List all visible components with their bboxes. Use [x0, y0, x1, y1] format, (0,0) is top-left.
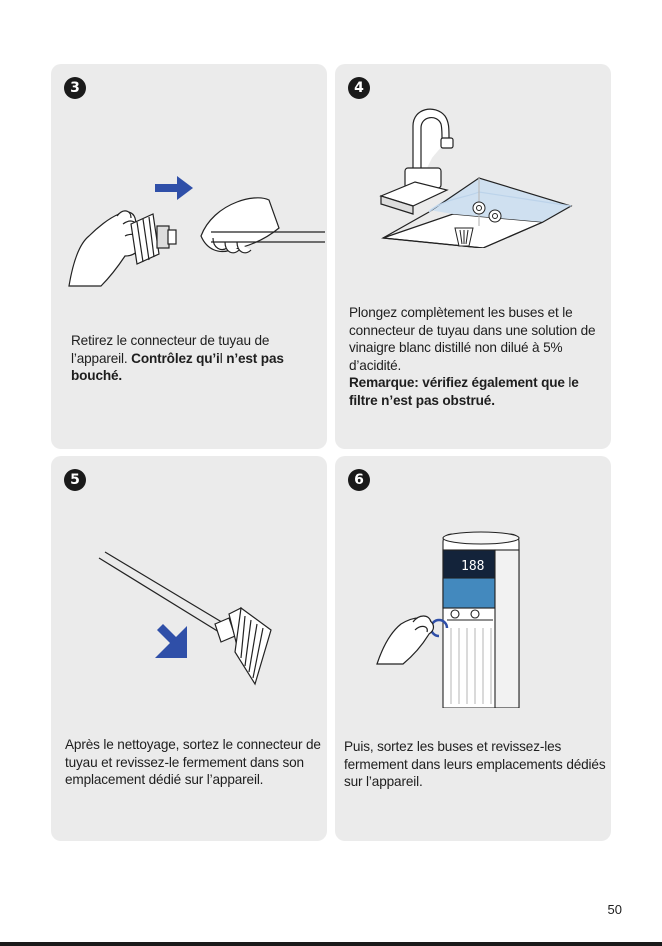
bottom-rule: [0, 942, 662, 946]
faucet-icon: [381, 109, 453, 214]
page-number: 50: [607, 902, 622, 917]
reinstall-nozzles-illustration: [373, 528, 573, 708]
step-5-card: [51, 456, 327, 841]
step-number-badge: 4: [348, 77, 370, 99]
right-hand-with-hose-icon: [201, 198, 325, 253]
step-6-card: [335, 456, 611, 841]
hose-connector-icon: [215, 608, 271, 684]
hose-icon: [99, 552, 225, 632]
step-number-badge: 6: [348, 469, 370, 491]
display-readout: 188: [461, 559, 485, 574]
left-hand-icon: [69, 211, 141, 286]
step-3-instructions: Retirez le connecteur de tuyau de l’appareil. Contrôlez qu’il n’est pas bouché.: [71, 333, 284, 384]
arrow-down-right-icon: [155, 624, 187, 658]
step-4-instructions: Plongez complètement les buses et le connecteur de tuyau dans une solution de vinaigre blanc distillé non dilué à 5% d’acidité. Remarque: vérifiez également que le filtre n’est pas obstrué.: [349, 305, 596, 408]
remove-hose-connector-illustration: [61, 172, 325, 292]
step-4-card: [335, 64, 611, 449]
hand-icon: [377, 616, 434, 664]
arrow-right-icon: [155, 176, 193, 200]
step-number-badge: 3: [64, 77, 86, 99]
soak-in-vinegar-illustration: [375, 98, 575, 248]
step-6-instructions: Puis, sortez les buses et revissez-les fermement dans leurs emplacements dédiés sur l’appareil.: [344, 739, 606, 790]
hose-connector-icon: [131, 214, 176, 264]
step-number-badge: 5: [64, 469, 86, 491]
step-5-instructions: Après le nettoyage, sortez le connecteur de tuyau et revissez-le fermement dans son emplacement dédié sur l’appareil.: [65, 737, 321, 788]
reinstall-hose-connector-illustration: [95, 550, 285, 690]
step-3-card: [51, 64, 327, 449]
